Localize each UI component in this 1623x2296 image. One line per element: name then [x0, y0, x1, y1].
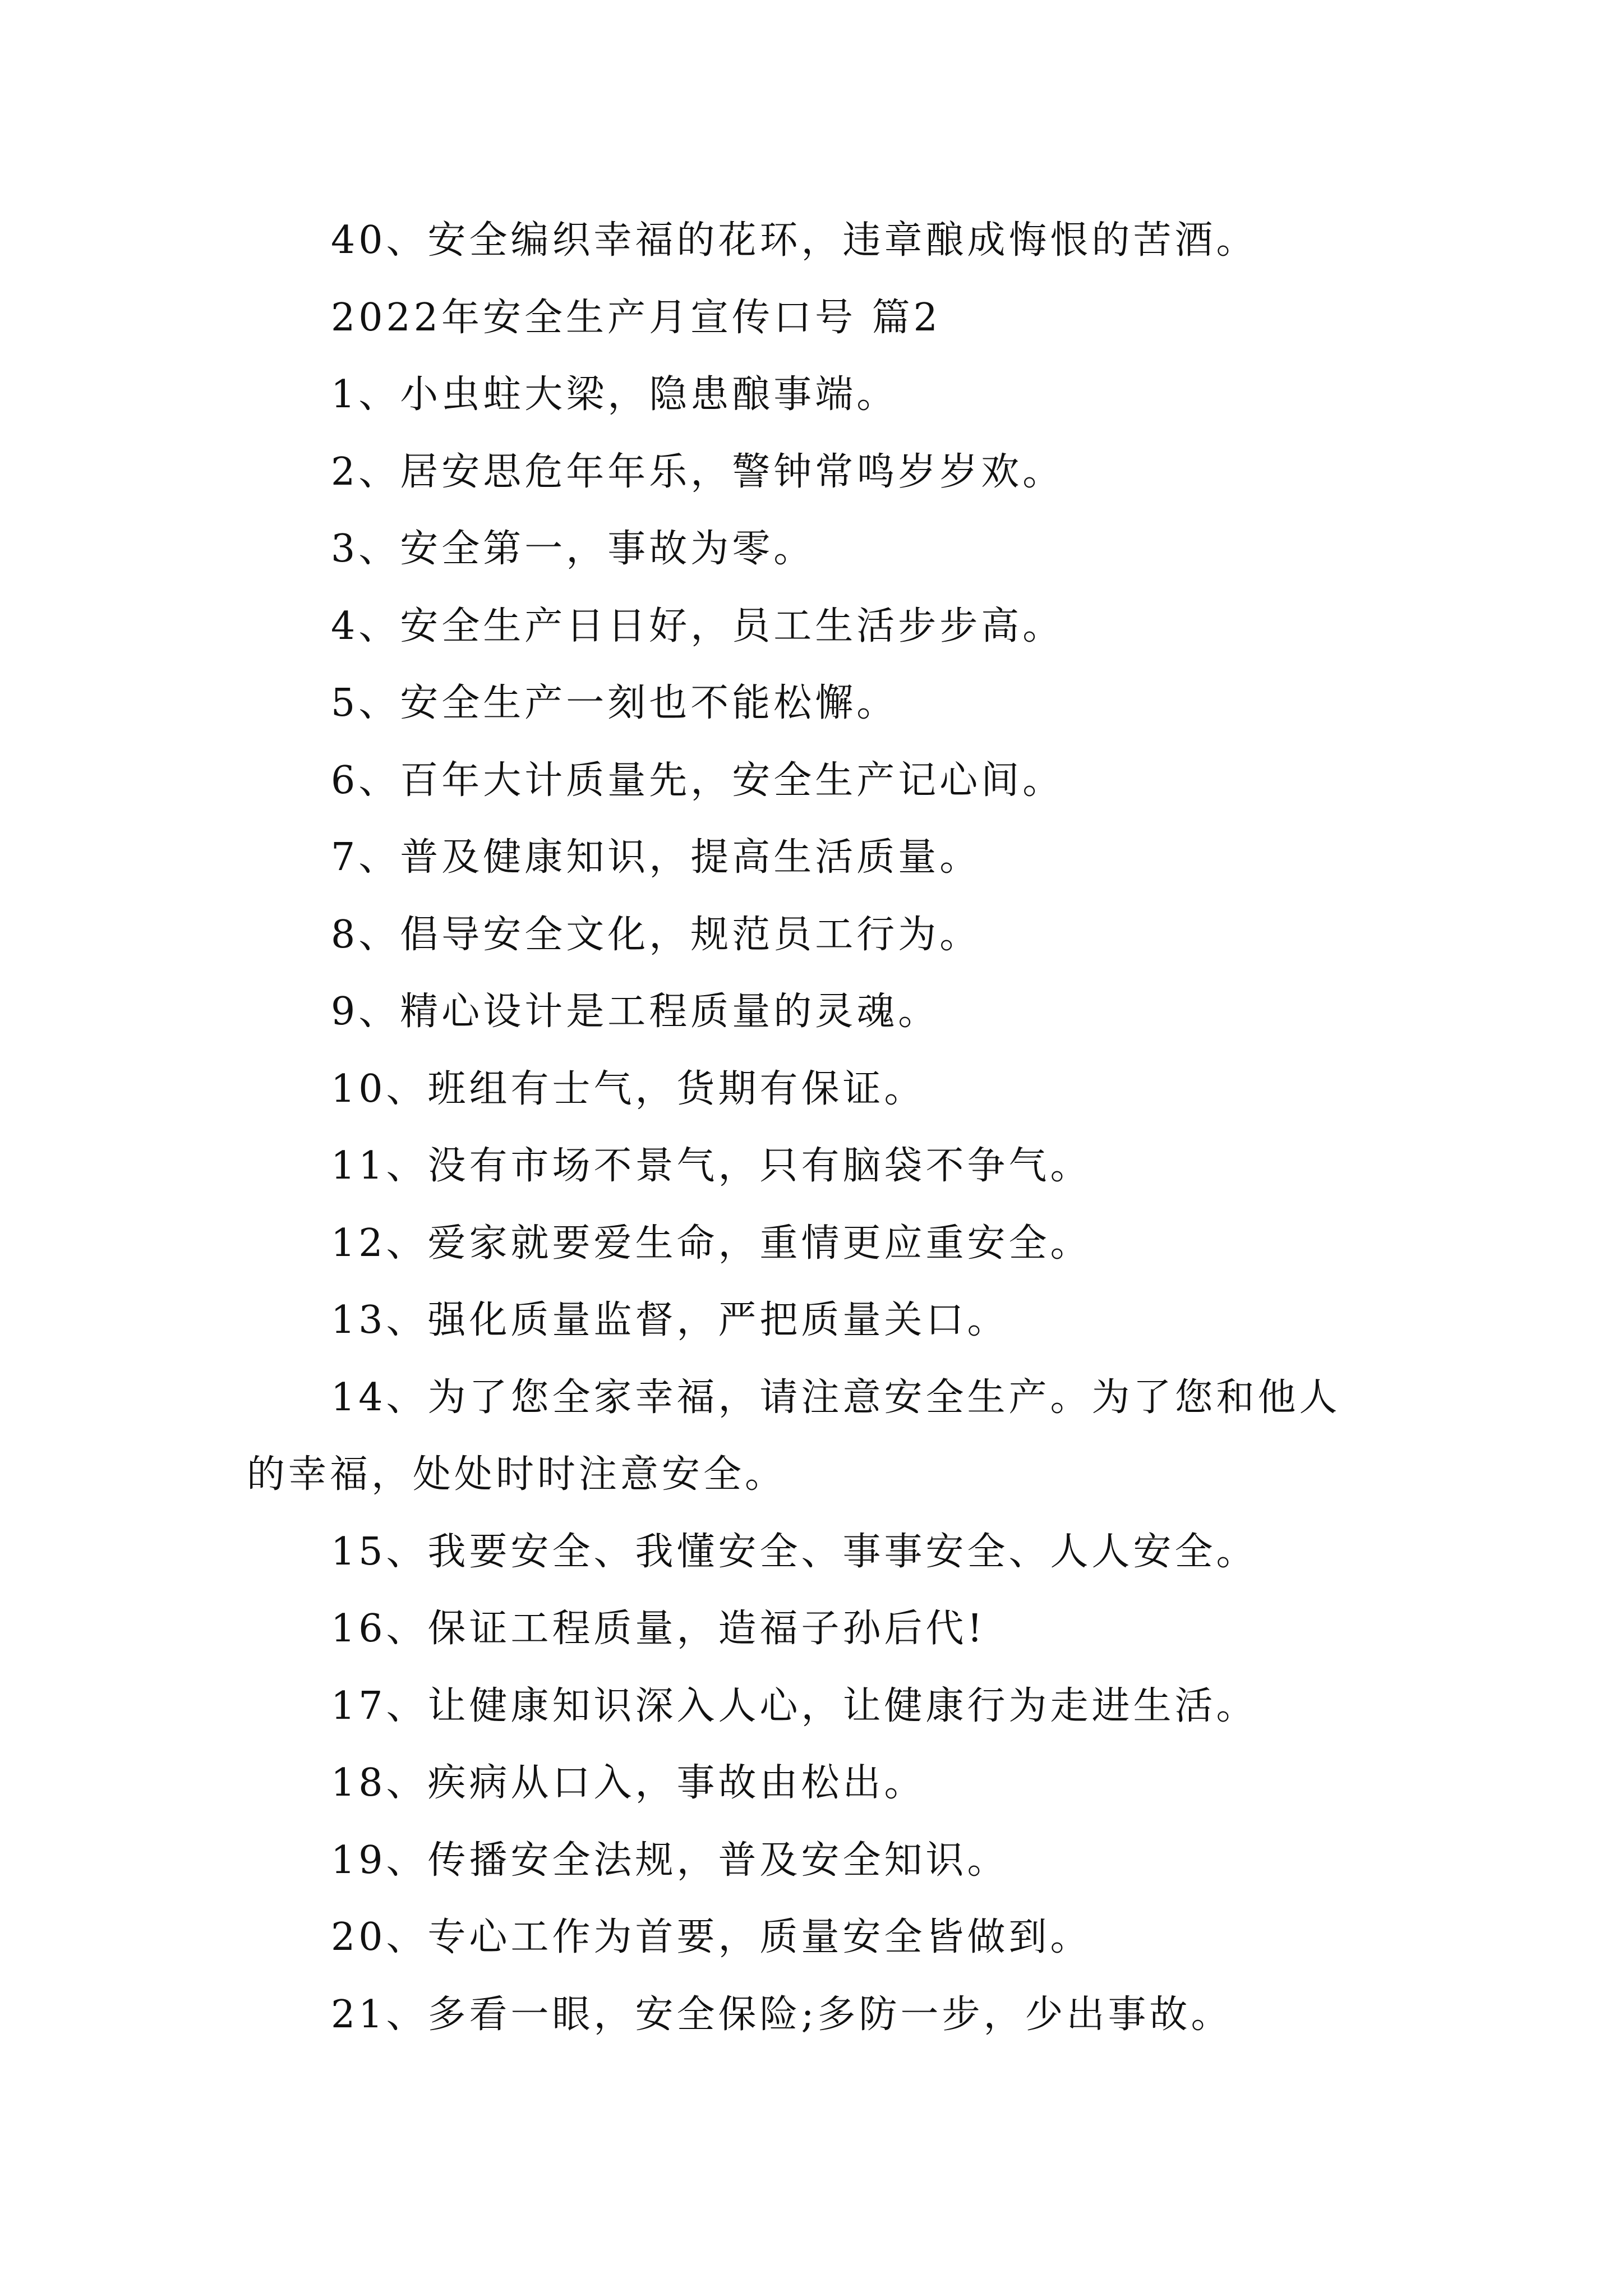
list-item: 18、疾病从口入，事故由松出。 — [331, 1761, 926, 1805]
list-item: 12、爱家就要爱生命，重情更应重安全。 — [331, 1221, 1092, 1266]
list-item: 7、普及健康知识，提高生活质量。 — [331, 835, 981, 880]
list-item: 16、保证工程质量，造福子孙后代! — [331, 1607, 986, 1651]
list-item: 11、没有市场不景气，只有脑袋不争气。 — [331, 1144, 1092, 1188]
section-heading: 2022年安全生产月宣传口号 篇2 — [331, 295, 941, 340]
document-body — [247, 202, 1385, 2053]
list-item: 9、精心设计是工程质量的灵魂。 — [331, 990, 940, 1034]
list-item: 2、居安思危年年乐，警钟常鸣岁岁欢。 — [331, 449, 1064, 494]
list-item-continuation: 的幸福，处处时时注意安全。 — [247, 1452, 787, 1497]
list-item: 8、倡导安全文化，规范员工行为。 — [331, 912, 981, 957]
list-item: 3、安全第一，事故为零。 — [331, 527, 815, 571]
list-item: 10、班组有士气，货期有保证。 — [331, 1066, 926, 1111]
list-item: 19、传播安全法规，普及安全知识。 — [331, 1838, 1009, 1883]
list-item: 13、强化质量监督，严把质量关口。 — [331, 1298, 1009, 1342]
list-item: 17、让健康知识深入人心，让健康行为走进生活。 — [331, 1683, 1258, 1728]
list-item: 5、安全生产一刻也不能松懈。 — [331, 681, 898, 725]
list-item: 20、专心工作为首要，质量安全皆做到。 — [331, 1915, 1092, 1959]
list-item: 4、安全生产日日好，员工生活步步高。 — [331, 604, 1064, 648]
list-item: 1、小虫蛀大梁，隐患酿事端。 — [331, 372, 898, 417]
list-item: 6、百年大计质量先，安全生产记心间。 — [331, 758, 1064, 803]
list-item: 15、我要安全、我懂安全、事事安全、人人安全。 — [331, 1529, 1258, 1574]
list-item: 14、为了您全家幸福，请注意安全生产。为了您和他人 — [331, 1375, 1341, 1420]
list-item: 21、多看一眼，安全保险;多防一步，少出事故。 — [331, 1992, 1233, 2037]
list-item: 40、安全编织幸福的花环，违章酿成悔恨的苦酒。 — [331, 218, 1258, 263]
